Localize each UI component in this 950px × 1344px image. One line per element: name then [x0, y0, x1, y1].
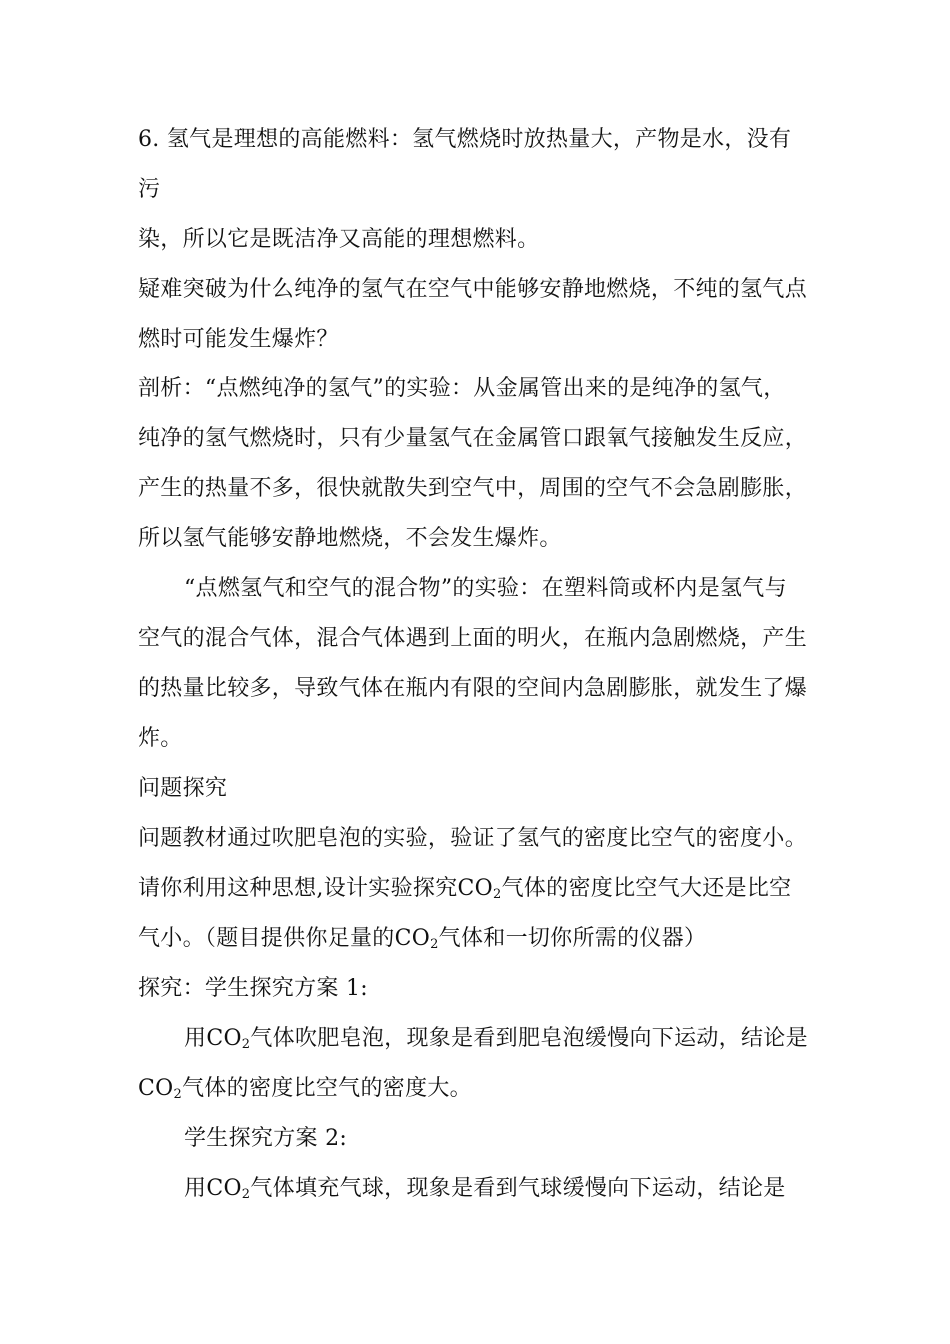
text-line — [184, 1174, 786, 1210]
text-segment: 请你利用这种思想,设计实验探究 — [138, 876, 458, 901]
formula-subscript: 2 — [430, 937, 439, 952]
text-segment: 气体的密度比空气的密度大。 — [182, 1076, 472, 1101]
formula-co2: CO — [394, 926, 431, 951]
text-line — [138, 1074, 472, 1110]
text-segment: 气体填充气球，现象是看到气球缓慢向下运动，结论是 — [250, 1176, 786, 1201]
formula-subscript: 2 — [241, 1037, 251, 1052]
text-line: 染，所以它是既洁净又高能的理想燃料。 — [138, 227, 540, 252]
text-line — [138, 874, 791, 910]
text-line: “点燃氢气和空气的混合物”的实验：在塑料筒或杯内是氢气与 — [184, 576, 787, 601]
text-line: 探究：学生探究方案 1: — [138, 976, 369, 1001]
formula-co2: CO — [206, 1176, 242, 1201]
text-segment: 用 — [184, 1026, 207, 1051]
formula-co2: CO — [138, 1076, 174, 1101]
text-segment: 气体和一切你所需的仪器） — [438, 926, 707, 951]
text-segment: 气体的密度比空气大还是比空 — [501, 876, 792, 901]
text-line: 剖析：“点燃纯净的氢气”的实验：从金属管出来的是纯净的氢气， — [138, 376, 786, 401]
text-segment: 气体吹肥皂泡，现象是看到肥皂泡缓慢向下运动，结论是 — [250, 1026, 808, 1051]
formula-subscript: 2 — [173, 1087, 183, 1102]
text-line: 的热量比较多，导致气体在瓶内有限的空间内急剧膨胀，就发生了爆 — [138, 676, 808, 701]
formula-co2: CO — [206, 1026, 242, 1051]
text-line: 空气的混合气体，混合气体遇到上面的明火，在瓶内急剧燃烧，产生 — [138, 626, 808, 651]
formula-subscript: 2 — [241, 1187, 251, 1202]
text-line: 纯净的氢气燃烧时，只有少量氢气在金属管口跟氧气接触发生反应， — [138, 426, 808, 451]
text-line: 燃时可能发生爆炸？ — [138, 327, 339, 352]
text-line: 疑难突破为什么纯净的氢气在空气中能够安静地燃烧，不纯的氢气点 — [138, 277, 808, 302]
text-line: 学生探究方案 2: — [184, 1126, 348, 1151]
text-line: 污 — [138, 177, 161, 202]
text-line: 产生的热量不多，很快就散失到空气中，周围的空气不会急剧膨胀， — [138, 476, 808, 501]
text-line: 炸。 — [138, 726, 183, 751]
text-line: 6. 氢气是理想的高能燃料：氢气燃烧时放热量大，产物是水，没有 — [138, 127, 792, 152]
text-segment: 气小。（题目提供你足量的 — [138, 926, 395, 951]
formula-co2: CO — [457, 876, 493, 901]
section-heading: 问题探究 — [138, 776, 228, 801]
text-line — [184, 1024, 808, 1060]
text-line: 所以氢气能够安静地燃烧，不会发生爆炸。 — [138, 526, 562, 551]
text-line: 问题教材通过吹肥皂泡的实验，验证了氢气的密度比空气的密度小。 — [138, 826, 808, 851]
text-segment: 用 — [184, 1176, 207, 1201]
formula-subscript: 2 — [492, 887, 502, 902]
text-line — [138, 924, 706, 960]
